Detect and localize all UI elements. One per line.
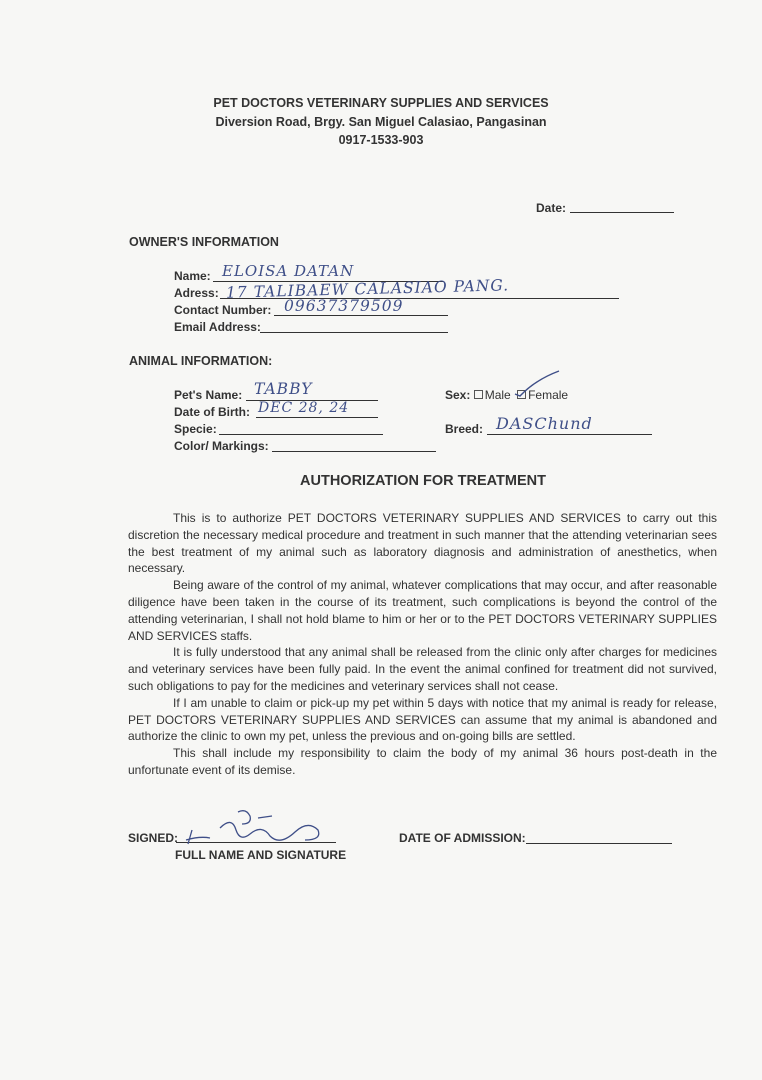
authorization-paragraph-1: This is to authorize PET DOCTORS VETERINARY SUPPLIES AND SERVICES to carry out this discretion the necessary medical procedure and treatment in such manner that the attending veterinarian sees the best treatment of my animal such as laboratory diagnosis and administration of anesthetics, when necessary. bbox=[128, 511, 717, 576]
signature-caption: FULL NAME AND SIGNATURE bbox=[175, 848, 347, 862]
female-check-mark-icon bbox=[505, 368, 565, 400]
pet-name-label: Pet's Name: bbox=[174, 388, 243, 402]
owner-section-title: OWNER'S INFORMATION bbox=[129, 235, 279, 249]
owner-name-handwritten: ELOISA DATAN bbox=[222, 262, 355, 280]
authorization-paragraph-5: This shall include my responsibility to claim the body of my animal 36 hours post-death in the unfortunate event of its demise. bbox=[128, 746, 717, 777]
authorization-paragraph-3: It is fully understood that any animal shall be released from the clinic only after charges for medicines and veterinary services have been fully paid. In the event the animal confined for treatment did not survived, such obligations to pay for the medicines and veterinary services shall not cease. bbox=[128, 645, 717, 693]
date-field[interactable] bbox=[570, 212, 674, 213]
authorization-paragraph-4: If I am unable to claim or pick-up my pet within 5 days with notice that my animal is ready for release, PET DOCTORS VETERINARY SUPPLIES AND SERVICES can assume that my animal is abandoned and authorize the clinic to own my pet, unless the previous and on-going bills are settled. bbox=[128, 695, 717, 744]
color-markings-field[interactable] bbox=[272, 451, 436, 452]
date-of-admission-label: DATE OF ADMISSION: bbox=[399, 831, 526, 845]
dob-field[interactable] bbox=[256, 417, 378, 418]
authorization-body bbox=[128, 510, 717, 779]
contact-number-label: Contact Number: bbox=[174, 303, 272, 317]
owner-name-label: Name: bbox=[174, 269, 211, 283]
sex-male-label: Male bbox=[484, 388, 511, 402]
authorization-title: AUTHORIZATION FOR TREATMENT bbox=[300, 473, 546, 489]
handwritten-signature-icon bbox=[180, 806, 330, 848]
breed-label: Breed: bbox=[445, 422, 484, 436]
breed-field[interactable] bbox=[487, 434, 652, 435]
owner-address-handwritten: 17 TALIBAEW CALASIAO PANG. bbox=[225, 276, 510, 302]
animal-section-title: ANIMAL INFORMATION: bbox=[129, 354, 273, 368]
sex-label: Sex: bbox=[445, 388, 471, 402]
specie-field[interactable] bbox=[219, 434, 383, 435]
email-label: Email Address: bbox=[174, 320, 261, 334]
contact-number-field[interactable] bbox=[274, 315, 448, 316]
business-phone: 0917-1533-903 bbox=[338, 133, 424, 147]
dob-handwritten: DEC 28, 24 bbox=[258, 400, 350, 416]
email-field[interactable] bbox=[260, 332, 448, 333]
date-of-admission-field[interactable] bbox=[526, 843, 672, 844]
business-address: Diversion Road, Brgy. San Miguel Calasiao, Pangasinan bbox=[215, 115, 547, 129]
specie-label: Specie: bbox=[174, 422, 217, 436]
date-label: Date: bbox=[536, 201, 567, 215]
color-markings-label: Color/ Markings: bbox=[174, 439, 269, 453]
breed-handwritten: DASChund bbox=[496, 414, 593, 433]
sex-male-checkbox[interactable] bbox=[474, 390, 483, 399]
pet-name-handwritten: TABBY bbox=[254, 380, 313, 398]
business-name: PET DOCTORS VETERINARY SUPPLIES AND SERVICES bbox=[213, 96, 549, 110]
signed-label: SIGNED: bbox=[128, 831, 179, 845]
authorization-paragraph-2: Being aware of the control of my animal, whatever complications that may occur, and after reasonable diligence have been taken in the course of its treatment, such complications is beyond the control of the attending veterinarian, I shall not hold blame to him or her or to the PET DOCTORS VETERINARY SUPPLIES AND SERVICES staffs. bbox=[128, 578, 717, 643]
owner-address-label: Adress: bbox=[174, 286, 219, 300]
sex-female-label: Female bbox=[528, 388, 569, 402]
contact-number-handwritten: 09637379509 bbox=[284, 297, 404, 315]
dob-label: Date of Birth: bbox=[174, 405, 250, 419]
